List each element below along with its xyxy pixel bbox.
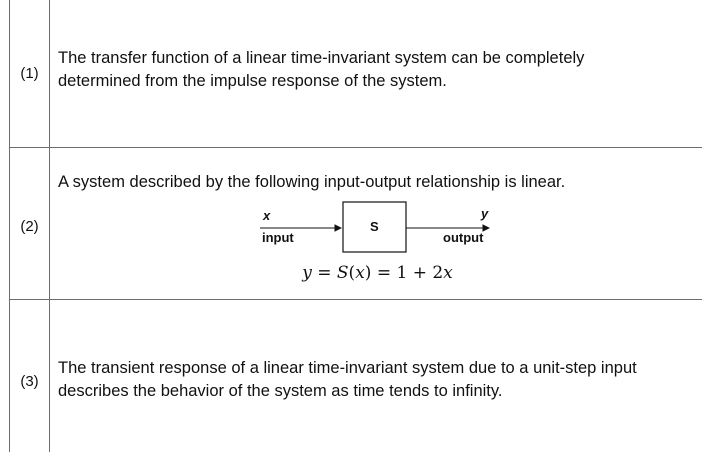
system-equation [255, 262, 500, 284]
input-symbol: x [263, 208, 271, 223]
table-column-divider [49, 0, 50, 452]
row-3-statement-line-2: describes the behavior of the system as time tends to infinity. [58, 382, 503, 400]
system-block-label: S [370, 219, 379, 234]
equation-output-variable: y [302, 263, 312, 283]
row-1-statement-line-1: The transfer function of a linear time-invariant system can be completely [58, 49, 585, 67]
row-divider-1 [9, 147, 702, 148]
equation-constant-term: 1 + 2 [396, 263, 444, 283]
equation-equals-sign-2: = [376, 263, 392, 283]
equation-system-function: S [336, 263, 349, 283]
row-2-number: (2) [20, 218, 39, 235]
equation-close-paren: ) [364, 263, 372, 283]
row-1-statement-line-2: determined from the impulse response of the system. [58, 72, 447, 90]
equation-open-paren: ( [348, 263, 356, 283]
row-divider-2 [9, 299, 702, 300]
equation-linear-term-variable: x [443, 263, 453, 283]
output-symbol: y [481, 206, 489, 221]
row-3-number: (3) [20, 373, 39, 390]
equation-equals-sign: = [317, 263, 332, 283]
row-2-statement: A system described by the following input-output relationship is linear. [58, 173, 566, 191]
system-block-diagram [255, 204, 500, 260]
row-3-statement-line-1: The transient response of a linear time-invariant system due to a unit-step input [58, 359, 637, 377]
row-1-number: (1) [20, 65, 39, 82]
equation-input-variable: x [355, 263, 365, 283]
input-label: input [262, 230, 294, 245]
output-label: output [443, 230, 484, 245]
